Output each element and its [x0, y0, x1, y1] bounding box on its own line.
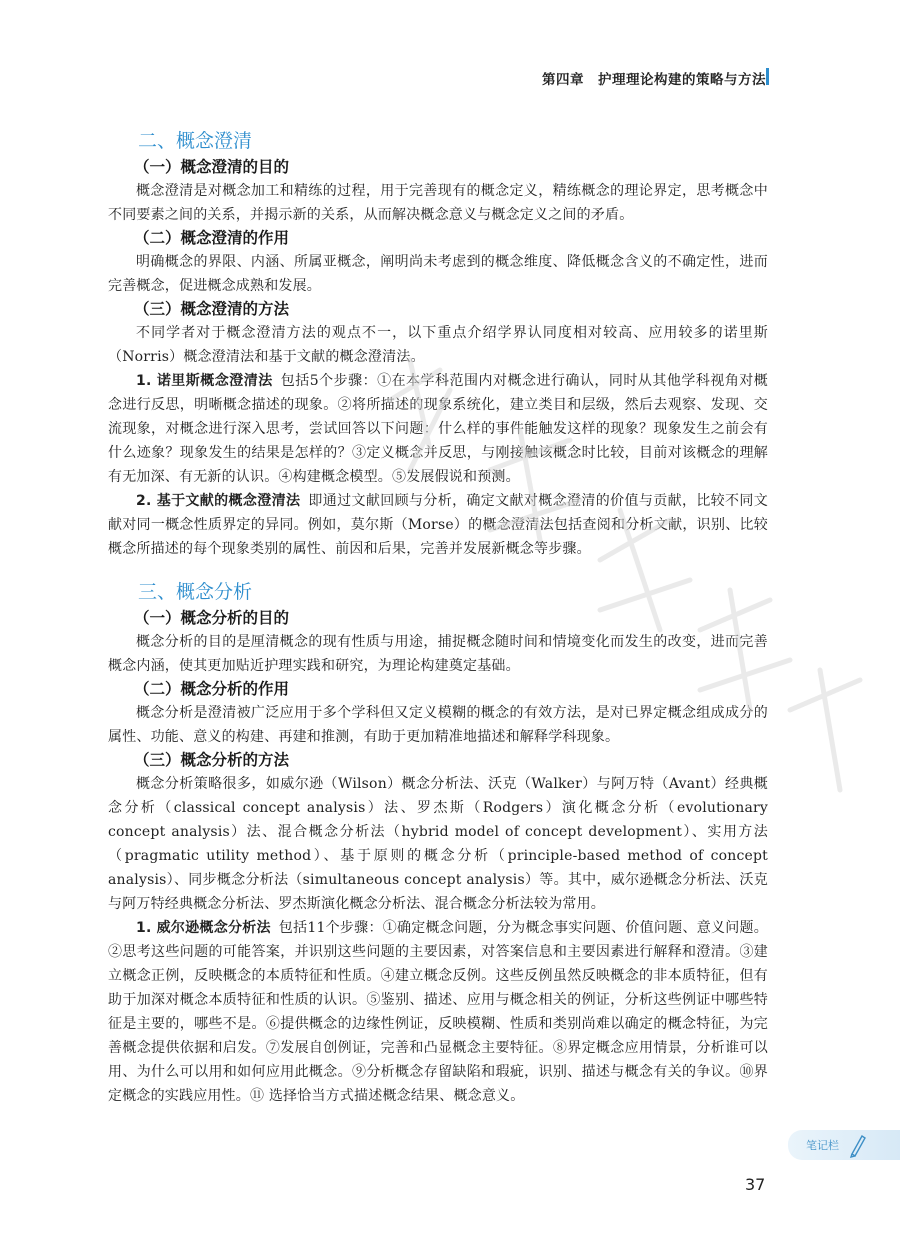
- paragraph-lead: 2. 基于文献的概念澄清法: [136, 493, 301, 509]
- paragraph: 概念分析策略很多，如威尔逊（Wilson）概念分析法、沃克（Walker）与阿万特（Avant）经典概念分析（classical concept analysis）法、罗杰斯（Rodgers）演化概念分析（evolutionary concept analysis）法、混合概念分析法（hybrid model of concept development）、实用方法（pragmatic utility method）、基于原则的概念分析（principle-based method of concept analysis）、同步概念分析法（simultaneous concept analysis）等。其中，威尔逊概念分析法、沃克与阿万特经典概念分析法、罗杰斯演化概念分析法、混合概念分析法较为常用。: [108, 776, 768, 912]
- notes-label: 笔记栏: [806, 1139, 839, 1152]
- paragraph: 不同学者对于概念澄清方法的观点不一，以下重点介绍学界认同度相对较高、应用较多的诺里斯（Norris）概念澄清法和基于文献的概念澄清法。: [108, 325, 768, 365]
- paragraph-lead: 1. 威尔逊概念分析法: [136, 920, 271, 936]
- paragraph-literature-method: 2. 基于文献的概念澄清法 即通过文献回顾与分析，确定文献对概念澄清的价值与贡献，比较不同文献对同一概念性质界定的异同。例如，莫尔斯（Morse）的概念澄清法包括查阅和分析文献，识别、比较概念所描述的每个现象类别的属性、前因和后果，完善并发展新概念等步骤。: [108, 493, 768, 557]
- header-accent-bar: [766, 68, 769, 85]
- running-header: 第四章 护理理论构建的策略与方法: [542, 72, 766, 88]
- paragraph: 明确概念的界限、内涵、所属亚概念，阐明尚未考虑到的概念维度、降低概念含义的不确定性，进而完善概念，促进概念成熟和发展。: [108, 254, 768, 294]
- page-body: [108, 126, 768, 1108]
- page-number: 37: [745, 1175, 766, 1194]
- notes-sidebar-tab: [788, 1130, 900, 1160]
- paragraph: 概念澄清是对概念加工和精练的过程，用于完善现有的概念定义，精练概念的理论界定，思考概念中不同要素之间的关系，并揭示新的关系，从而解决概念意义与概念定义之间的矛盾。: [108, 183, 768, 223]
- paragraph: 概念分析的目的是厘清概念的现有性质与用途，捕捉概念随时间和情境变化而发生的改变，进而完善概念内涵，使其更加贴近护理实践和研究，为理论构建奠定基础。: [108, 634, 768, 674]
- paragraph: 概念分析是澄清被广泛应用于多个学科但又定义模糊的概念的有效方法，是对已界定概念组成成分的属性、功能、意义的构建、再建和推测，有助于更加精准地描述和解释学科现象。: [108, 705, 768, 745]
- paragraph-norris-method: 1. 诺里斯概念澄清法 包括5个步骤：①在本学科范围内对概念进行确认，同时从其他学科视角对概念进行反思，明晰概念描述的现象。②将所描述的现象系统化，建立类目和层级，然后去观察、发现、交流现象，对概念进行深入思考，尝试回答以下问题：什么样的事件能触发这样的现象？现象发生之前会有什么迹象？现象发生的结果是怎样的？③定义概念并反思，与刚接触该概念时比较，目前对该概念的理解有无加深、有无新的认识。④构建概念模型。⑤发展假说和预测。: [108, 373, 768, 485]
- paragraph-lead: 1. 诺里斯概念澄清法: [136, 373, 273, 389]
- subsection-title-clarification-methods: （三）概念澄清的方法: [134, 300, 290, 318]
- section-title-concept-clarification: 二、概念澄清: [138, 130, 253, 152]
- subsection-title-analysis-role: （二）概念分析的作用: [134, 680, 290, 698]
- paragraph-wilson-method: 1. 威尔逊概念分析法 包括11个步骤：①确定概念问题，分为概念事实问题、价值问题、意义问题。②思考这些问题的可能答案，并识别这些问题的主要因素，对答案信息和主要因素进行解释和澄清。③建立概念正例，反映概念的本质特征和性质。④建立概念反例。这些反例虽然反映概念的非本质特征，但有助于加深对概念本质特征和性质的认识。⑤鉴别、描述、应用与概念相关的例证，分析这些例证中哪些特征是主要的，哪些不是。⑥提供概念的边缘性例证，反映模糊、性质和类别尚难以确定的概念特征，为完善概念提供依据和启发。⑦发展自创例证，完善和凸显概念主要特征。⑧界定概念应用情景，分析谁可以用、为什么可以用和如何应用此概念。⑨分析概念存留缺陷和瑕疵，识别、描述与概念有关的争议。⑩界定概念的实践应用性。⑪ 选择恰当方式描述概念结果、概念意义。: [108, 920, 769, 1104]
- subsection-title-clarification-purpose: （一）概念澄清的目的: [134, 158, 290, 176]
- subsection-title-clarification-role: （二）概念澄清的作用: [134, 229, 290, 247]
- pencil-icon: [846, 1132, 868, 1158]
- section-title-concept-analysis: 三、概念分析: [138, 581, 253, 603]
- subsection-title-analysis-purpose: （一）概念分析的目的: [134, 609, 290, 627]
- subsection-title-analysis-methods: （三）概念分析的方法: [134, 751, 290, 769]
